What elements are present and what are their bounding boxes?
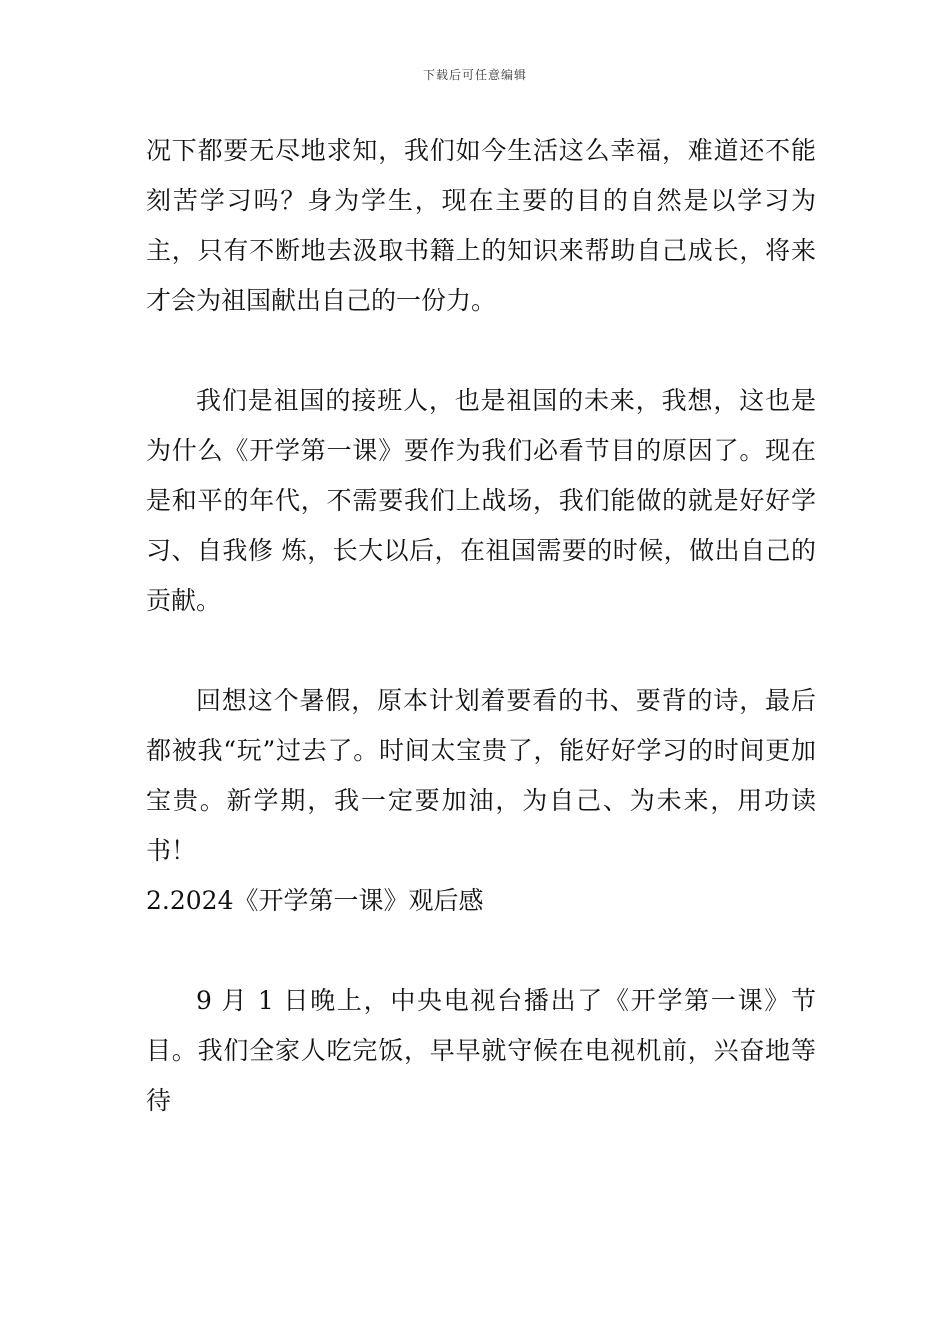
paragraph-continued: 况下都要无尽地求知，我们如今生活这么幸福，难道还不能刻苦学习吗？身为学生，现在主要的目的自然是以学习为主，只有不断地去汲取书籍上的知识来帮助自己成长，将来才会为祖国献出自己的一份力。 <box>146 136 816 315</box>
document-body <box>146 126 816 1126</box>
paragraph-successors: 我们是祖国的接班人，也是祖国的未来，我想，这也是为什么《开学第一课》要作为我们必看节目的原因了。现在是和平的年代，不需要我们上战场，我们能做的就是好好学习、自我修 炼，长大以后，在祖国需要的时候，做出自己的贡献。 <box>146 386 816 615</box>
paragraph-summer-reflection: 回想这个暑假，原本计划着要看的书、要背的诗，最后都被我“玩”过去了。时间太宝贵了，能好好学习的时间更加宝贵。新学期，我一定要加油，为自己、为未来，用功读书！ <box>146 686 816 865</box>
section-title: 2.2024《开学第一课》观后感 <box>146 886 484 915</box>
paragraph-section-start: 9 月 1 日晚上，中央电视台播出了《开学第一课》节目。我们全家人吃完饭，早早就守候在电视机前，兴奋地等待 <box>146 986 816 1115</box>
page-header-note: 下载后可任意编辑 <box>422 68 527 82</box>
